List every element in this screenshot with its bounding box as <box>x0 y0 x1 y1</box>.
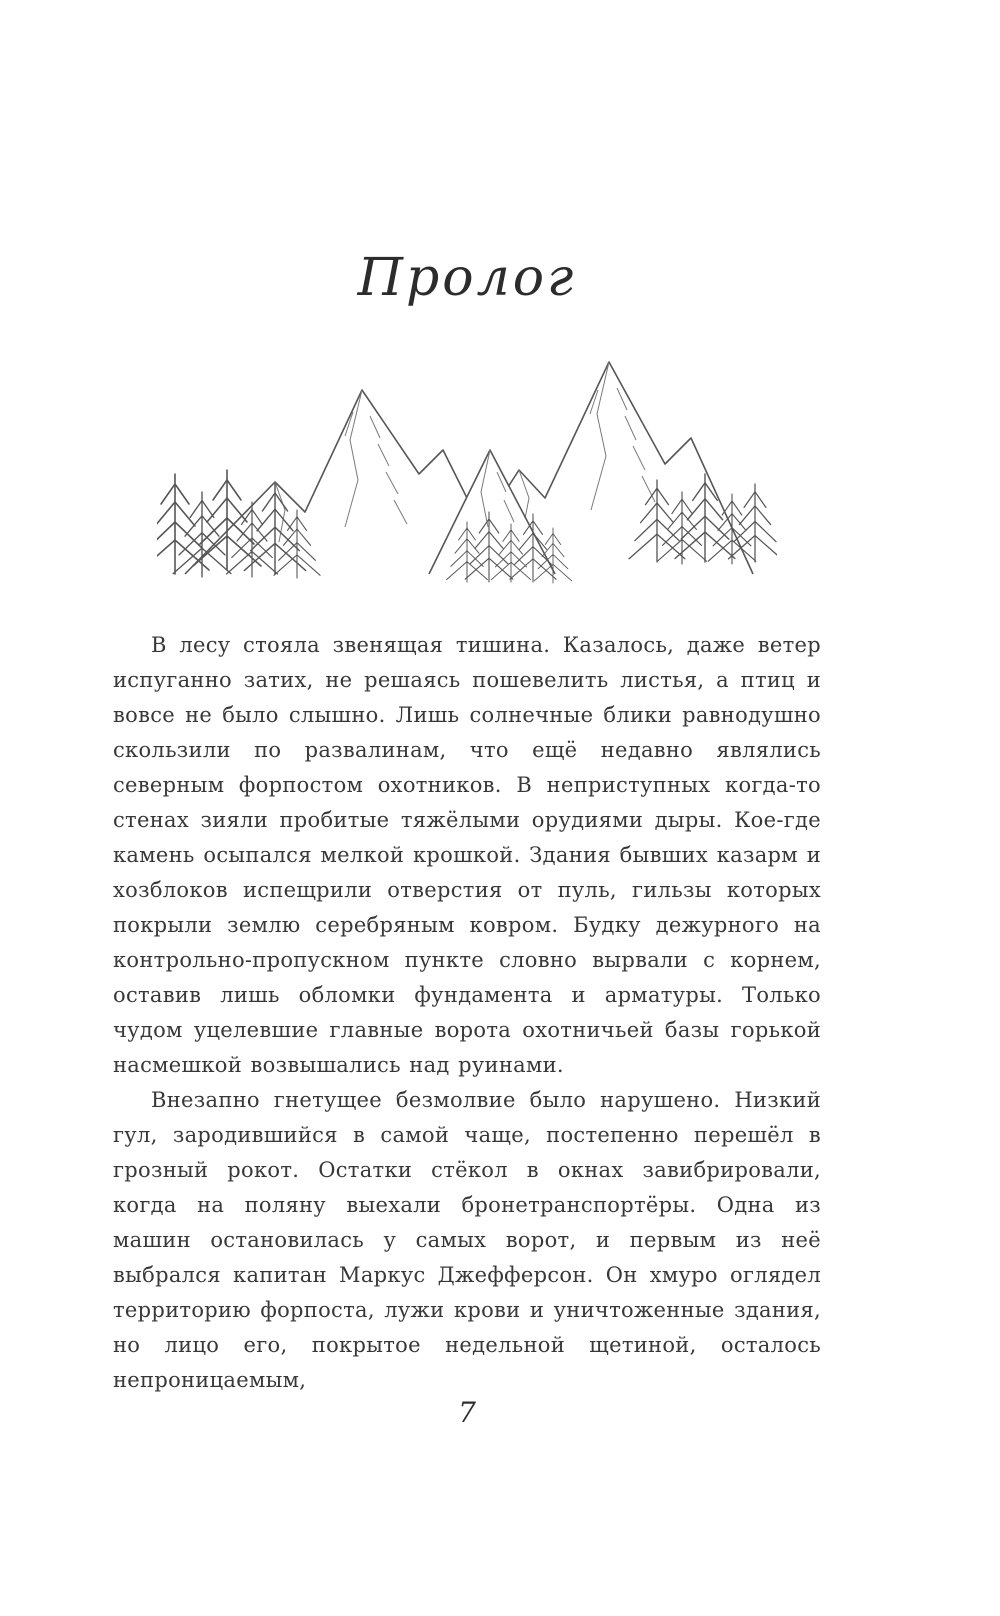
mountains-pines-icon <box>157 352 777 584</box>
page-number: 7 <box>458 1396 476 1429</box>
page-content <box>113 0 821 1616</box>
body-text <box>113 628 821 1398</box>
chapter-title: Пролог <box>357 248 577 308</box>
paragraph-2: Внезапно гнетущее безмолвие было нарушено. Низкий гул, зародившийся в самой чаще, постепенно перешёл в грозный рокот. Остатки стёкол в окнах завибрировали, когда на поляну выехали бронетранспортёры. Одна из машин остановилась у самых ворот, и первым из неё выбрался капитан Маркус Джефферсон. Он хмуро оглядел территорию форпоста, лужи крови и уничтоженные здания, но лицо его, покрытое недельной щетиной, осталось непроницаемым, <box>113 1088 821 1392</box>
paragraph-1: В лесу стояла звенящая тишина. Казалось, даже ветер испуганно затих, не решаясь пошевелить листья, а птиц и вовсе не было слышно. Лишь солнечные блики равнодушно скользили по развалинам, что ещё недавно являлись северным форпостом охотников. В неприступных когда-то стенах зияли пробитые тяжёлыми орудиями дыры. Кое-где камень осыпался мелкой крошкой. Здания бывших казарм и хозблоков испещрили отверстия от пуль, гильзы которых покрыли землю серебряным ковром. Будку дежурного на контрольно-пропускном пункте словно вырвали с корнем, оставив лишь обломки фундамента и арматуры. Только чудом уцелевшие главные ворота охотничьей базы горькой насмешкой возвышались над руинами. <box>113 633 821 1077</box>
mountains-illustration <box>157 352 777 584</box>
